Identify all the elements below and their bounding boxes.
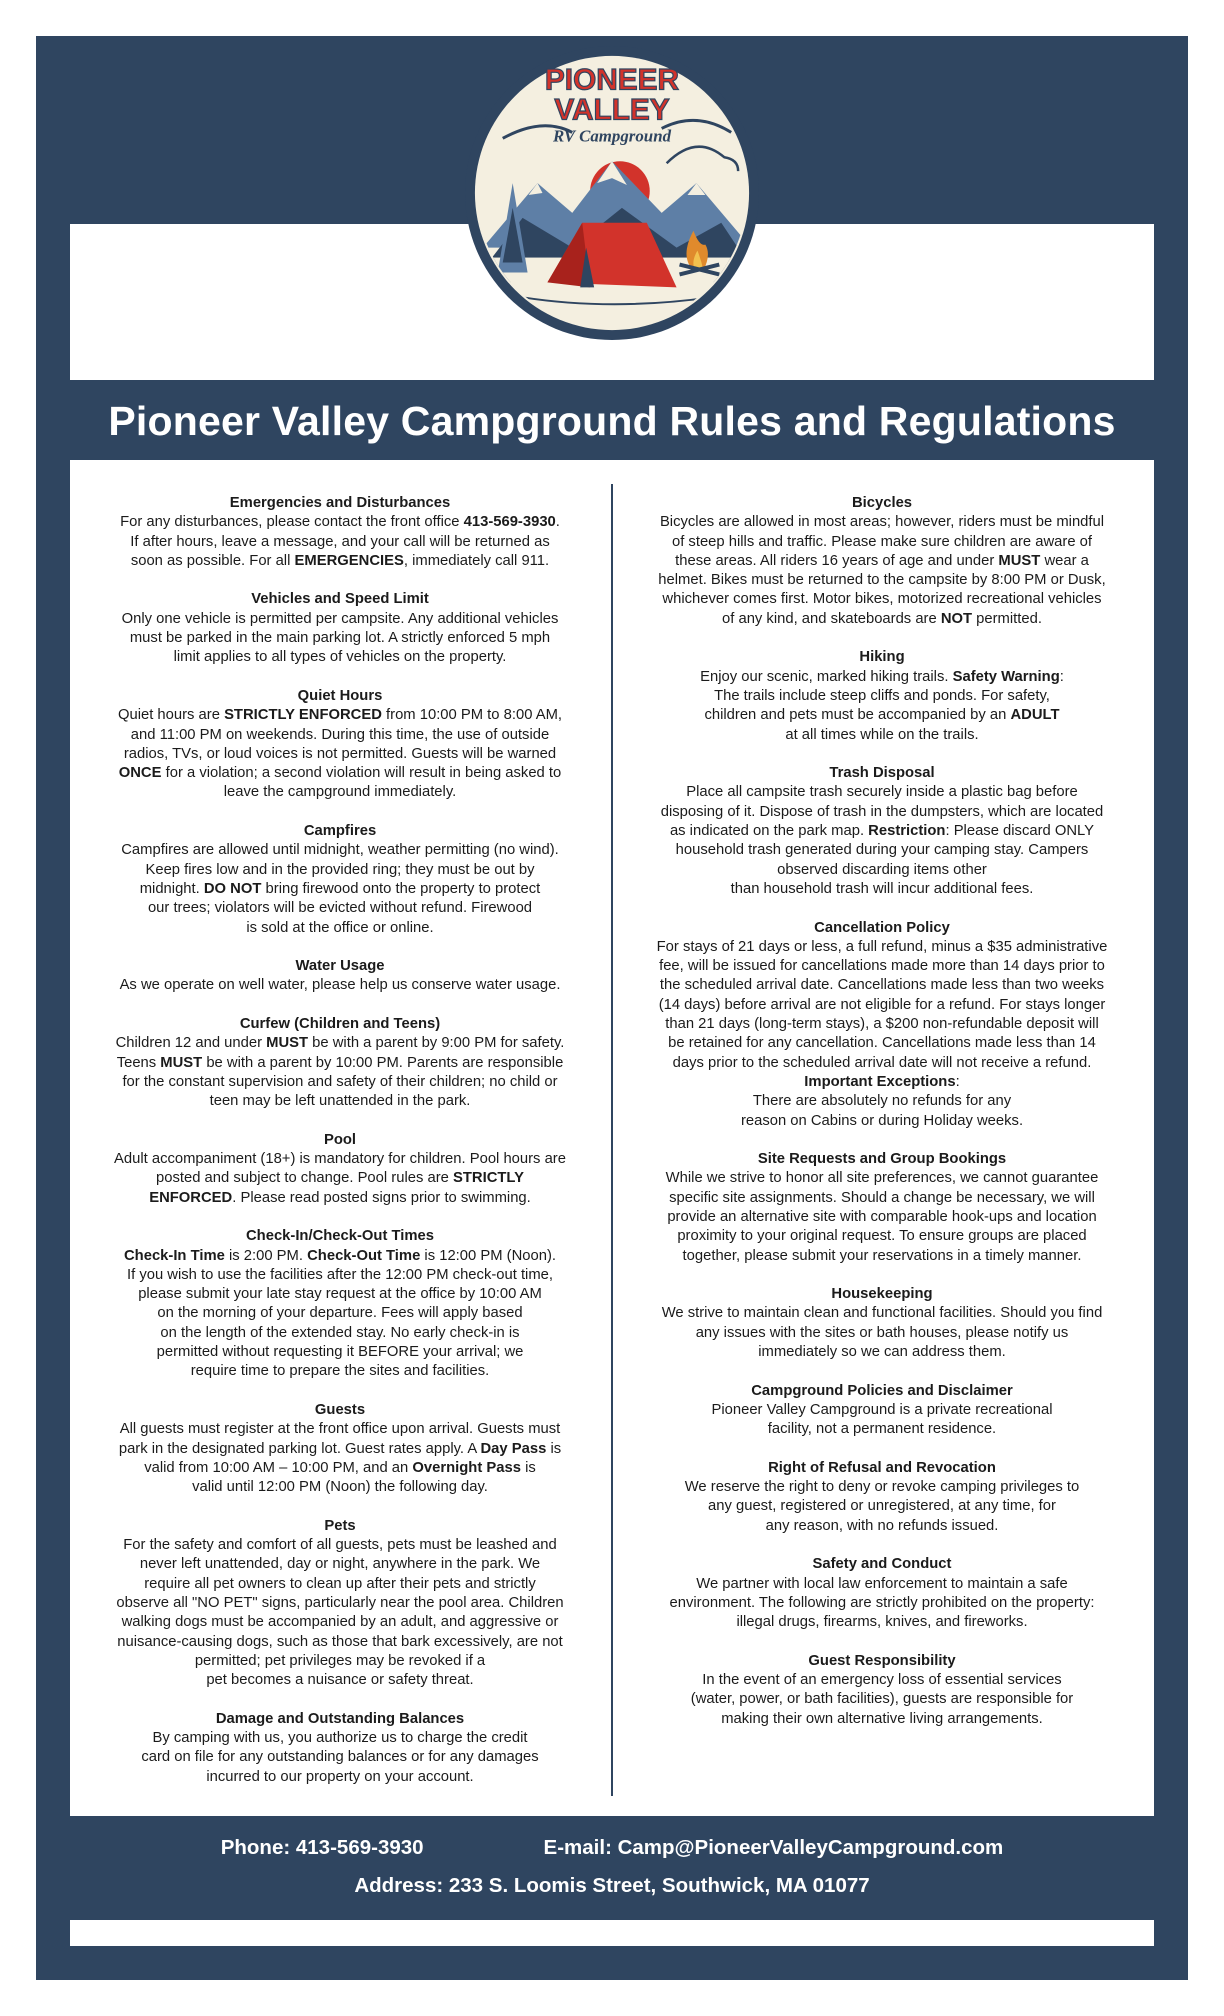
rule-emphasis: ADULT [1010, 707, 1060, 724]
rule-text: Enjoy our scenic, marked hiking trails. [700, 668, 953, 685]
rules-column-left [98, 494, 582, 1806]
rule-section [98, 1710, 582, 1787]
rule-heading: Trash Disposal [829, 765, 935, 782]
rule-section [98, 494, 582, 571]
rule-text: Place all campsite trash securely inside a plastic bag before disposing of it. Dispose of trash in the dumpsters, which are located as indicated on the park map. [660, 784, 1104, 840]
rule-heading: Housekeeping [831, 1286, 933, 1303]
rule-text: By camping with us, you authorize us to charge the credit card on file for any outstanding balances or for any damages incurred to our property on your account. [141, 1730, 539, 1785]
rule-section [640, 1382, 1124, 1440]
rule-section [640, 919, 1124, 1131]
rule-emphasis: Safety Warning [952, 668, 1060, 685]
rule-section [98, 1517, 582, 1691]
rule-text: All guests must register at the front office upon arrival. Guests must park in the designated parking lot. Guest rates apply. A [118, 1421, 561, 1457]
rule-heading: Guest Responsibility [808, 1652, 956, 1669]
rule-heading: Campfires [303, 823, 377, 840]
rule-heading: Right of Refusal and Revocation [768, 1459, 996, 1476]
rule-section [640, 1459, 1124, 1536]
rule-body [640, 1169, 1124, 1265]
rule-section [640, 1652, 1124, 1729]
rule-heading: Site Requests and Group Bookings [757, 1151, 1007, 1168]
rule-emphasis: STRICTLY ENFORCED [149, 1170, 524, 1206]
rule-emphasis: NOT [940, 610, 973, 627]
rule-section [640, 1285, 1124, 1362]
rule-text: . If after hours, leave a message, and your call will be returned as soon as possible. For all [130, 514, 560, 569]
rule-section [98, 590, 582, 667]
rule-text: Pioneer Valley Campground is a private recreational facility, not a permanent residence. [711, 1401, 1053, 1438]
rule-body [98, 1150, 582, 1208]
rule-heading: Bicycles [851, 495, 913, 511]
footer-band [70, 1920, 1154, 1946]
rule-body [640, 938, 1124, 1131]
rule-body [640, 783, 1124, 899]
rule-section [640, 764, 1124, 899]
rule-text: wear a helmet. Bikes must be returned to the campsite by 8:00 PM or Dusk, whichever comes first. Motor bikes, motorized recreational vehicles of any kind, and skateboards are [658, 552, 1106, 627]
rule-text: As we operate on well water, please help us conserve water usage. [119, 977, 561, 994]
rule-heading: Guests [314, 1401, 366, 1418]
campground-logo [463, 44, 761, 342]
rule-section [98, 1131, 582, 1208]
rule-heading: Campground Policies and Disclaimer [751, 1382, 1013, 1399]
rule-text: Bicycles are allowed in most areas; however, riders must be mindful of steep hills and traffic. Please make sure children are aware of these areas. All riders 16 years of age and under [659, 514, 1105, 569]
rule-emphasis: Overnight Pass [412, 1459, 521, 1476]
rule-emphasis: MUST [266, 1035, 309, 1052]
rule-emphasis: MUST [998, 552, 1041, 569]
logo-line2: VALLEY [554, 93, 670, 127]
rule-text: is valid until 12:00 PM (Noon) the following day. [192, 1459, 536, 1496]
column-divider [611, 484, 613, 1796]
rule-text: permitted. [972, 610, 1042, 627]
rule-heading: Cancellation Policy [814, 919, 950, 936]
contact-line [36, 1834, 1188, 1862]
rule-emphasis: Important Exceptions [804, 1073, 956, 1090]
rule-text: For any disturbances, please contact the front office [120, 514, 464, 531]
rule-text: We strive to maintain clean and functional facilities. Should you find any issues with the sites or bath houses, please notify us immediately so we can address them. [661, 1305, 1103, 1361]
rule-text: bring firewood onto the property to protect our trees; violators will be evicted without refund. Firewood is sold at the office or online. [147, 880, 541, 936]
rule-section [98, 822, 582, 938]
rule-text: at all times while on the trails. [785, 726, 979, 743]
rule-section [98, 1401, 582, 1497]
rule-body [640, 513, 1124, 629]
rule-emphasis: Check-In Time [123, 1247, 225, 1264]
rule-heading: Safety and Conduct [812, 1556, 952, 1573]
rule-text: , immediately call 911. [403, 552, 550, 569]
rule-section [98, 687, 582, 803]
rule-body [640, 1304, 1124, 1362]
phone-text: Phone: 413-569-3930 [220, 1836, 424, 1859]
rules-content [70, 460, 1154, 1816]
rule-section [640, 1555, 1124, 1632]
logo-line3: RV Campground [552, 126, 672, 146]
rule-text: Only one vehicle is permitted per campsite. Any additional vehicles must be parked in the main parking lot. A strictly enforced 5 mph limit applies to all types of vehicles on the property. [121, 610, 559, 666]
rule-body [98, 1247, 582, 1382]
rule-text: for a violation; a second violation will result in being asked to leave the campground immediately. [165, 765, 562, 801]
rule-heading: Check-In/Check-Out Times [245, 1228, 435, 1245]
rule-text: : Please discard ONLY household trash generated during your camping stay. Campers observed discarding items other than household trash will incur additional fees. [675, 823, 1095, 897]
rule-body [98, 1536, 582, 1690]
rule-text: For stays of 21 days or less, a full refund, minus a $35 administrative fee, will be issued for cancellations made more than 14 days prior to the scheduled arrival date. Cancellations made less than two weeks (14 days) before arrival are not eligible for a refund. For stays longer than 21 days (long-term stays), a $200 non-refundable deposit will be retained for any cancellation. Cancellations made less than 14 days prior to the scheduled arrival date will not receive a refund. [656, 938, 1108, 1071]
rule-text: is valid from 10:00 AM – 10:00 PM, and an [144, 1440, 562, 1476]
rule-body [640, 1671, 1124, 1729]
rule-heading: Pets [324, 1517, 356, 1534]
address-text: Address: 233 S. Loomis Street, Southwick, MA 01077 [354, 1874, 870, 1897]
rule-text: be with a parent by 10:00 PM. Parents are responsible for the constant supervision and safety of their children; no child or teen may be left unattended in the park. [122, 1054, 564, 1110]
rule-text: . Please read posted signs prior to swimming. [232, 1189, 531, 1206]
rule-heading: Pool [323, 1131, 357, 1148]
rule-body [98, 706, 582, 802]
rule-heading: Vehicles and Speed Limit [251, 591, 429, 608]
rule-text: be with a parent by 9:00 PM for safety. Teens [116, 1035, 565, 1071]
rule-text: Quiet hours are [117, 707, 225, 724]
rule-section [640, 648, 1124, 744]
rule-body [98, 1420, 582, 1497]
rule-text: from 10:00 PM to 8:00 AM, and 11:00 PM on weekends. During this time, the use of outside radios, TVs, or loud voices is not permitted. Guests will be warned [123, 707, 563, 762]
rule-body [98, 1729, 582, 1787]
rule-text: We partner with local law enforcement to maintain a safe environment. The following are strictly prohibited on the property: illegal drugs, firearms, knives, and fireworks. [669, 1575, 1095, 1631]
rule-text: : There are absolutely no refunds for any reason on Cabins or during Holiday weeks. [740, 1073, 1024, 1129]
rule-text: While we strive to honor all site preferences, we cannot guarantee specific site assignments. Should a change be necessary, we will provide an alternative site with comparable hook-ups and location proximity to your original request. To ensure groups are placed together, please submit your reservations in a timely manner. [665, 1170, 1099, 1264]
rule-body [98, 976, 582, 995]
rules-column-right [640, 494, 1124, 1748]
rule-emphasis: EMERGENCIES [294, 552, 404, 569]
rule-emphasis: Restriction [868, 823, 946, 840]
rule-text: Campfires are allowed until midnight, weather permitting (no wind). Keep fires low and in the provided ring; they must be out by midnight. [121, 842, 559, 897]
rule-body [98, 841, 582, 937]
rule-emphasis: ONCE [118, 765, 162, 782]
rule-text: Children 12 and under [115, 1035, 267, 1052]
rule-text: is 12:00 PM (Noon). If you wish to use the facilities after the 12:00 PM check-out time, please submit your late stay request at the office by 10:00 AM on the morning of your departure. Fees will apply based on the length of the extended stay. No early check-in is permitted without requesting it BEFORE your arrival; we require time to prepare the sites and facilities. [126, 1247, 557, 1380]
rule-body [640, 668, 1124, 745]
rule-heading: Hiking [859, 649, 905, 666]
page-title: Pioneer Valley Campground Rules and Regulations [108, 398, 1116, 444]
rule-heading: Damage and Outstanding Balances [215, 1710, 465, 1727]
rule-section [98, 957, 582, 996]
rule-text: : The trails include steep cliffs and ponds. For safety, children and pets must be accompanied by an [704, 668, 1064, 724]
email-text: E-mail: Camp@PioneerValleyCampground.com [543, 1836, 1004, 1859]
rule-heading: Curfew (Children and Teens) [239, 1016, 441, 1033]
rule-section [98, 1015, 582, 1111]
rule-text: is 2:00 PM. [224, 1247, 308, 1264]
rule-emphasis: Day Pass [480, 1440, 547, 1457]
rule-section [640, 1150, 1124, 1266]
rule-emphasis: DO NOT [203, 880, 262, 897]
rule-text: We reserve the right to deny or revoke camping privileges to any guest, registered or unregistered, at any time, for any reason, with no refunds issued. [684, 1479, 1080, 1534]
rule-emphasis: 413-569-3930 [463, 514, 556, 531]
rule-body [640, 1478, 1124, 1536]
rule-heading: Quiet Hours [297, 687, 383, 704]
rule-body [98, 610, 582, 668]
rule-body [640, 1575, 1124, 1633]
rule-section [98, 1227, 582, 1381]
rule-body [98, 513, 582, 571]
logo-line1: PIONEER [544, 63, 680, 97]
rule-text: In the event of an emergency loss of essential services (water, power, or bath facilities), guests are responsible for making their own alternative living arrangements. [690, 1672, 1074, 1727]
rule-emphasis: Check-Out Time [307, 1247, 421, 1264]
rule-heading: Water Usage [295, 958, 385, 975]
rule-emphasis: MUST [160, 1054, 203, 1071]
rule-heading: Emergencies and Disturbances [229, 495, 451, 511]
rule-emphasis: STRICTLY ENFORCED [224, 707, 382, 724]
rule-body [640, 1401, 1124, 1440]
rule-section [640, 494, 1124, 629]
rule-text: For the safety and comfort of all guests, pets must be leashed and never left unattended, day or night, anywhere in the park. We require all pet owners to clean up after their pets and strictly observe all "NO PET" signs, particularly near the pool area. Children walking dogs must be accompanied by an adult, and aggressive or nuisance-causing dogs, such as those that bark excessively, are not permitted; pet privileges may be revoked if a pet becomes a nuisance or safety threat. [116, 1537, 564, 1689]
rule-body [98, 1034, 582, 1111]
rule-text: Adult accompaniment (18+) is mandatory for children. Pool hours are posted and subject to change. Pool rules are [114, 1151, 566, 1187]
